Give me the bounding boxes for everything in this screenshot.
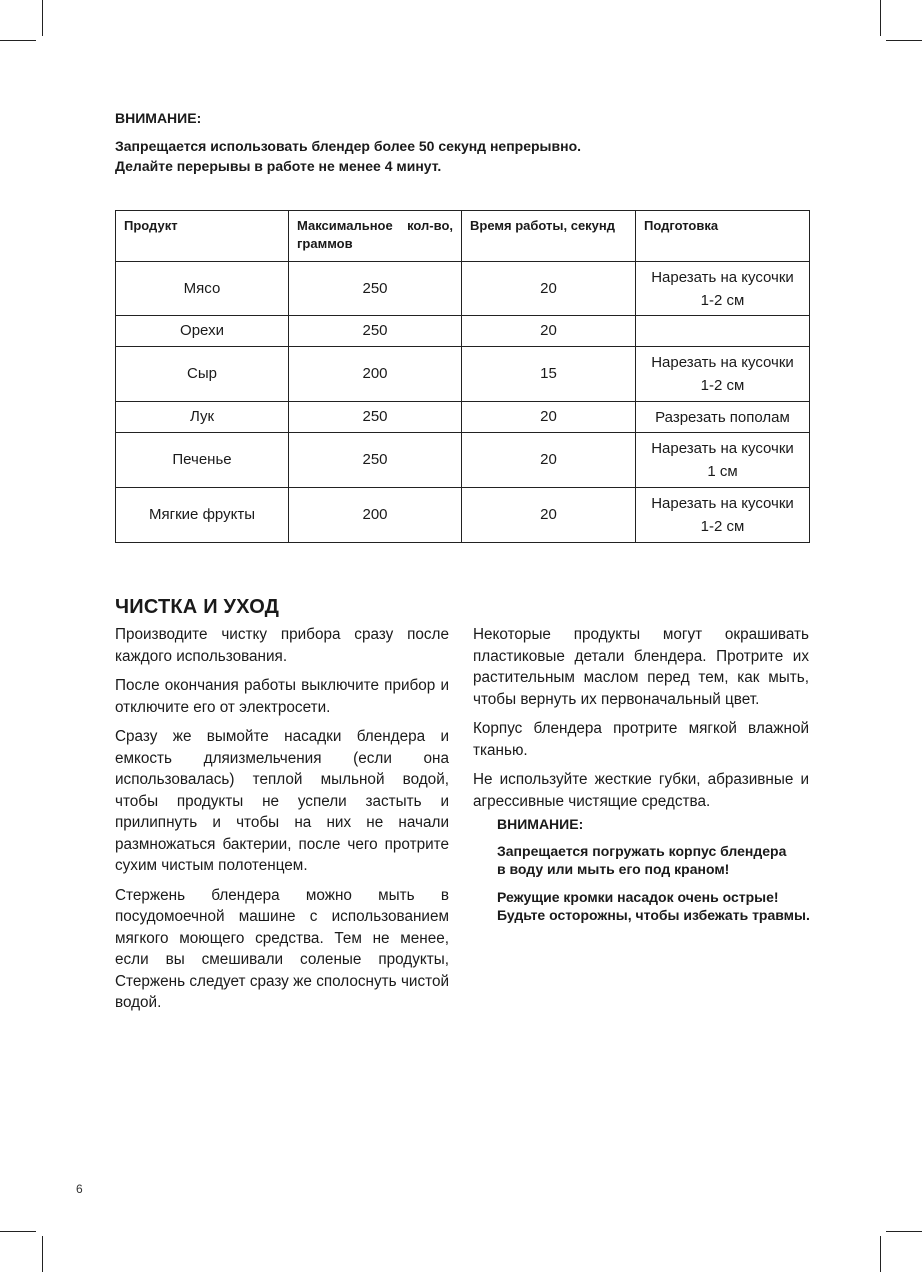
bottom-warning-line: Режущие кромки насадок очень острые! Будьте осторожны, чтобы избежать травмы. [497, 889, 810, 923]
bottom-warning-line: Запрещается погружать корпус блендера в воду или мыть его под краном! [497, 843, 787, 877]
table-row [116, 316, 810, 347]
table-row [116, 262, 810, 316]
page-number: 6 [76, 1182, 83, 1196]
cell-product: Орехи [116, 316, 289, 347]
bottom-warning [497, 816, 817, 934]
cell-time: 20 [462, 262, 636, 316]
cell-max: 250 [289, 316, 462, 347]
left-column [115, 624, 449, 1022]
paragraph: Некоторые продукты могут окрашивать пластиковые детали блендера. Протрите их растительным маслом перед тем, как мыть, чтобы вернуть их первоначальный цвет. [473, 626, 809, 708]
paragraph: Корпус блендера протрите мягкой влажной тканью. [473, 720, 809, 759]
paragraph: Сразу же вымойте насадки блендера и емкость дляизмельчения (если она использовалась) теплой мыльной водой, чтобы продукты не успели застыть и прилипнуть и чтобы на них не начали размножаться бактерии, после чего протрите сухим чистым полотенцем. [115, 728, 449, 874]
cell-max: 250 [289, 433, 462, 488]
cell-product: Сыр [116, 347, 289, 402]
cell-max: 200 [289, 347, 462, 402]
bottom-warning-title: ВНИМАНИЕ: [497, 816, 584, 832]
top-warning-line: Делайте перерывы в работе не менее 4 минут. [115, 158, 442, 174]
paragraph: Производите чистку прибора сразу после каждого использования. [115, 626, 449, 665]
crop-mark [886, 40, 922, 41]
crop-mark [42, 1236, 43, 1272]
header-max-amount: Максимальное кол-во, граммов [289, 211, 462, 262]
cell-prep: Нарезать на кусочки 1-2 см [636, 488, 810, 543]
cell-time: 20 [462, 433, 636, 488]
cell-time: 20 [462, 402, 636, 433]
top-warning [115, 110, 815, 176]
cell-prep: Нарезать на кусочки 1-2 см [636, 262, 810, 316]
cell-time: 20 [462, 316, 636, 347]
crop-mark [0, 1231, 36, 1232]
header-preparation: Подготовка [636, 211, 810, 262]
cell-max: 250 [289, 262, 462, 316]
table-row [116, 347, 810, 402]
table-row [116, 433, 810, 488]
top-warning-line: Запрещается использовать блендер более 50 секунд непрерывно. [115, 138, 582, 154]
cell-max: 200 [289, 488, 462, 543]
cell-prep [636, 316, 810, 347]
crop-mark [886, 1231, 922, 1232]
crop-mark [0, 40, 36, 41]
header-time: Время работы, секунд [462, 211, 636, 262]
table-row [116, 488, 810, 543]
cell-prep: Нарезать на кусочки 1-2 см [636, 347, 810, 402]
cell-time: 15 [462, 347, 636, 402]
cell-product: Печенье [116, 433, 289, 488]
top-warning-title: ВНИМАНИЕ: [115, 110, 202, 126]
crop-mark [42, 0, 43, 36]
section-title: ЧИСТКА И УХОД [115, 596, 280, 618]
header-product: Продукт [116, 211, 289, 262]
paragraph: Стержень блендера можно мыть в посудомоечной машине с использованием мягкого моющего средства. Тем не менее, если вы смешивали соленые продукты, Стержень следует сразу же сполоснуть чистой водой. [115, 886, 449, 1011]
crop-mark [880, 0, 881, 36]
right-column [473, 624, 809, 820]
table-header-row [116, 211, 810, 262]
paragraph: Не используйте жесткие губки, абразивные и агрессивные чистящие средства. [473, 771, 809, 810]
cell-product: Мясо [116, 262, 289, 316]
cell-prep: Разрезать пополам [636, 402, 810, 433]
paragraph: После окончания работы выключите прибор и отключите его от электросети. [115, 677, 449, 716]
cell-product: Лук [116, 402, 289, 433]
cell-product: Мягкие фрукты [116, 488, 289, 543]
cell-prep: Нарезать на кусочки 1 см [636, 433, 810, 488]
product-table [115, 210, 810, 543]
crop-mark [880, 1236, 881, 1272]
table-row [116, 402, 810, 433]
cell-time: 20 [462, 488, 636, 543]
cell-max: 250 [289, 402, 462, 433]
